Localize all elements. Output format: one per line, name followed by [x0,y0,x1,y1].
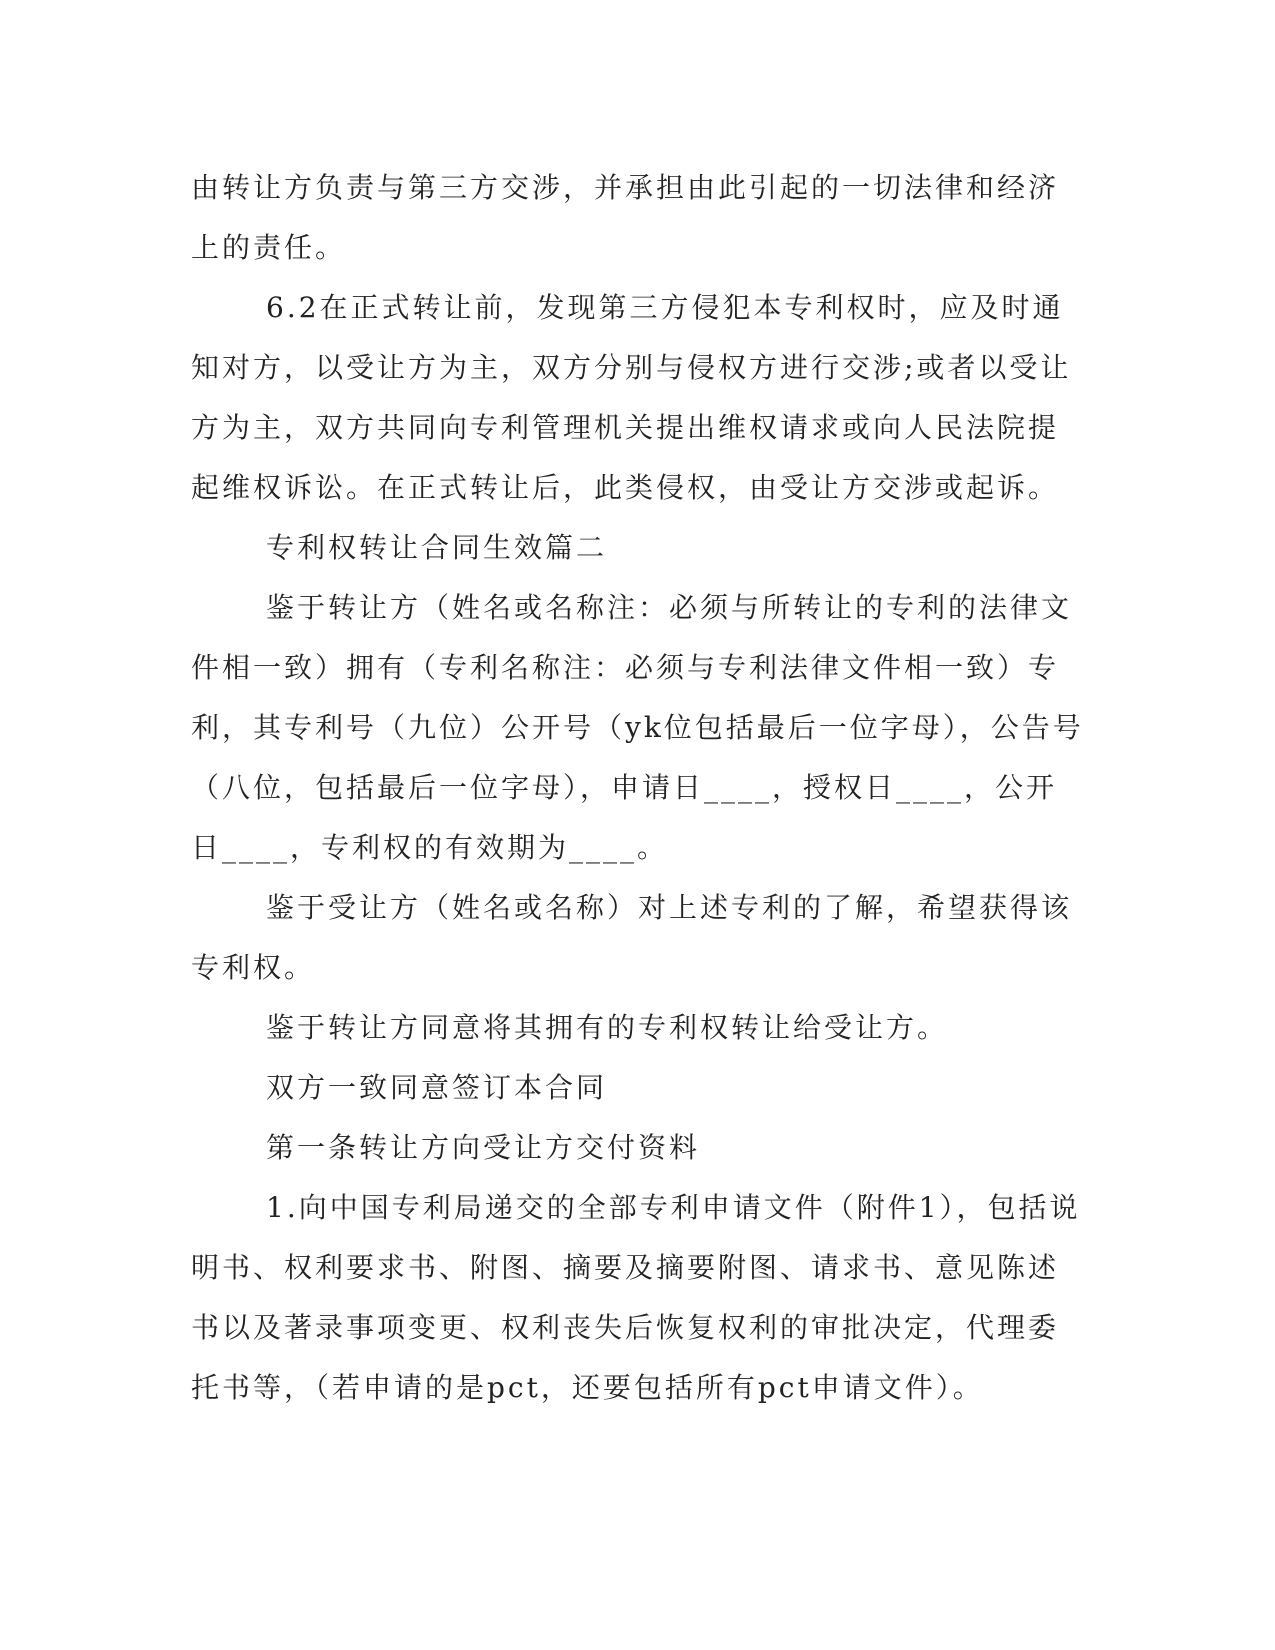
document-body [191,158,1084,1418]
paragraph-item-one: 1.向中国专利局递交的全部专利申请文件（附件1），包括说明书、权利要求书、附图、摘要及摘要附图、请求书、意见陈述书以及著录事项变更、权利丧失后恢复权利的审批决定，代理委托书等，（若申请的是pct，还要包括所有pct申请文件）。 [191,1191,1081,1404]
article-one-heading: 第一条转让方向受让方交付资料 [266,1131,701,1164]
paragraph-infringement: 6.2在正式转让前，发现第三方侵犯本专利权时，应及时通知对方，以受让方为主，双方分别与侵权方进行交涉;或者以受让方为主，双方共同向专利管理机关提出维权请求或向人民法院提起维权诉讼。在正式转让后，此类侵权，由受让方交涉或起诉。 [191,291,1072,504]
paragraph-whereas-agree: 鉴于转让方同意将其拥有的专利权转让给受让方。 [266,1011,949,1044]
paragraph-liability: 由转让方负责与第三方交涉，并承担由此引起的一切法律和经济上的责任。 [191,171,1060,264]
paragraph-whereas-transferor: 鉴于转让方（姓名或名称注：必须与所转让的专利的法律文件相一致）拥有（专利名称注：必须与专利法律文件相一致）专利，其专利号（九位）公开号（yk位包括最后一位字母），公告号（八位，包括最后一位字母），申请日____，授权日____，公开日____，专利权的有效期为____。 [191,591,1084,864]
paragraph-mutual-agreement: 双方一致同意签订本合同 [266,1071,608,1104]
section-heading: 专利权转让合同生效篇二 [266,531,608,564]
paragraph-whereas-transferee: 鉴于受让方（姓名或名称）对上述专利的了解，希望获得该专利权。 [191,891,1073,984]
